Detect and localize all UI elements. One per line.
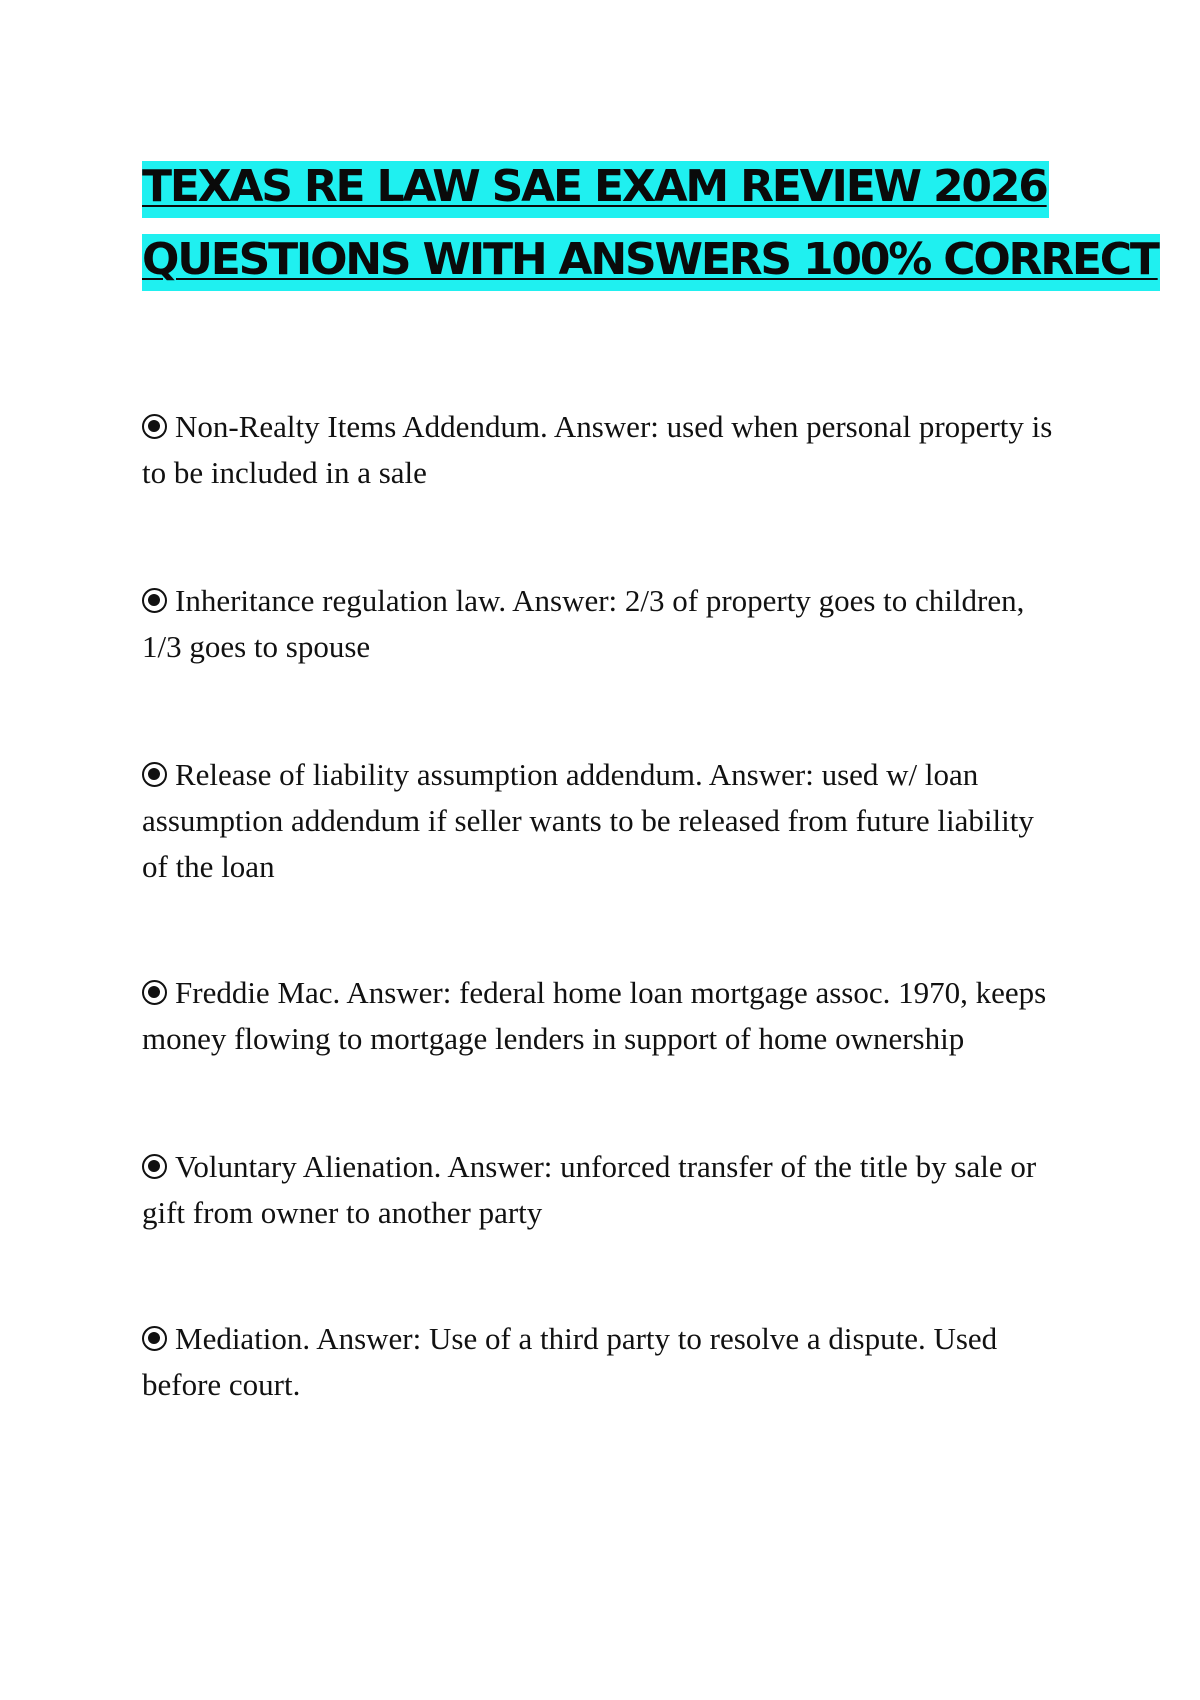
qa-item-5-text: Voluntary Alienation. Answer: unforced transfer of the title by sale or gift from owner to another party bbox=[142, 1149, 1037, 1230]
qa-item-3 bbox=[142, 752, 1067, 890]
fisheye-bullet-icon bbox=[142, 1154, 167, 1179]
fisheye-bullet-icon bbox=[142, 588, 167, 613]
document-title bbox=[142, 150, 1158, 296]
title-line-2-text: QUESTIONS WITH ANSWERS 100% CORRECT bbox=[142, 234, 1160, 291]
fisheye-bullet-icon bbox=[142, 1326, 167, 1351]
qa-item-5 bbox=[142, 1144, 1067, 1236]
qa-item-2-text: Inheritance regulation law. Answer: 2/3 of property goes to children, 1/3 goes to spouse bbox=[142, 583, 1025, 664]
title-line-1-text: TEXAS RE LAW SAE EXAM REVIEW 2026 bbox=[142, 161, 1049, 218]
qa-item-6-text: Mediation. Answer: Use of a third party to resolve a dispute. Used before court. bbox=[142, 1321, 998, 1402]
qa-item-3-text: Release of liability assumption addendum. Answer: used w/ loan assumption addendum if seller wants to be released from future liability of the loan bbox=[142, 757, 1034, 884]
qa-item-4 bbox=[142, 970, 1067, 1062]
qa-item-4-text: Freddie Mac. Answer: federal home loan mortgage assoc. 1970, keeps money flowing to mortgage lenders in support of home ownership bbox=[142, 975, 1047, 1056]
title-line-2 bbox=[142, 223, 1158, 296]
qa-item-6 bbox=[142, 1316, 1067, 1408]
title-line-1 bbox=[142, 150, 1072, 223]
qa-item-1-text: Non-Realty Items Addendum. Answer: used when personal property is to be included in a sale bbox=[142, 409, 1053, 490]
fisheye-bullet-icon bbox=[142, 980, 167, 1005]
qa-item-2 bbox=[142, 578, 1067, 670]
fisheye-bullet-icon bbox=[142, 414, 167, 439]
qa-item-1 bbox=[142, 404, 1067, 496]
fisheye-bullet-icon bbox=[142, 762, 167, 787]
